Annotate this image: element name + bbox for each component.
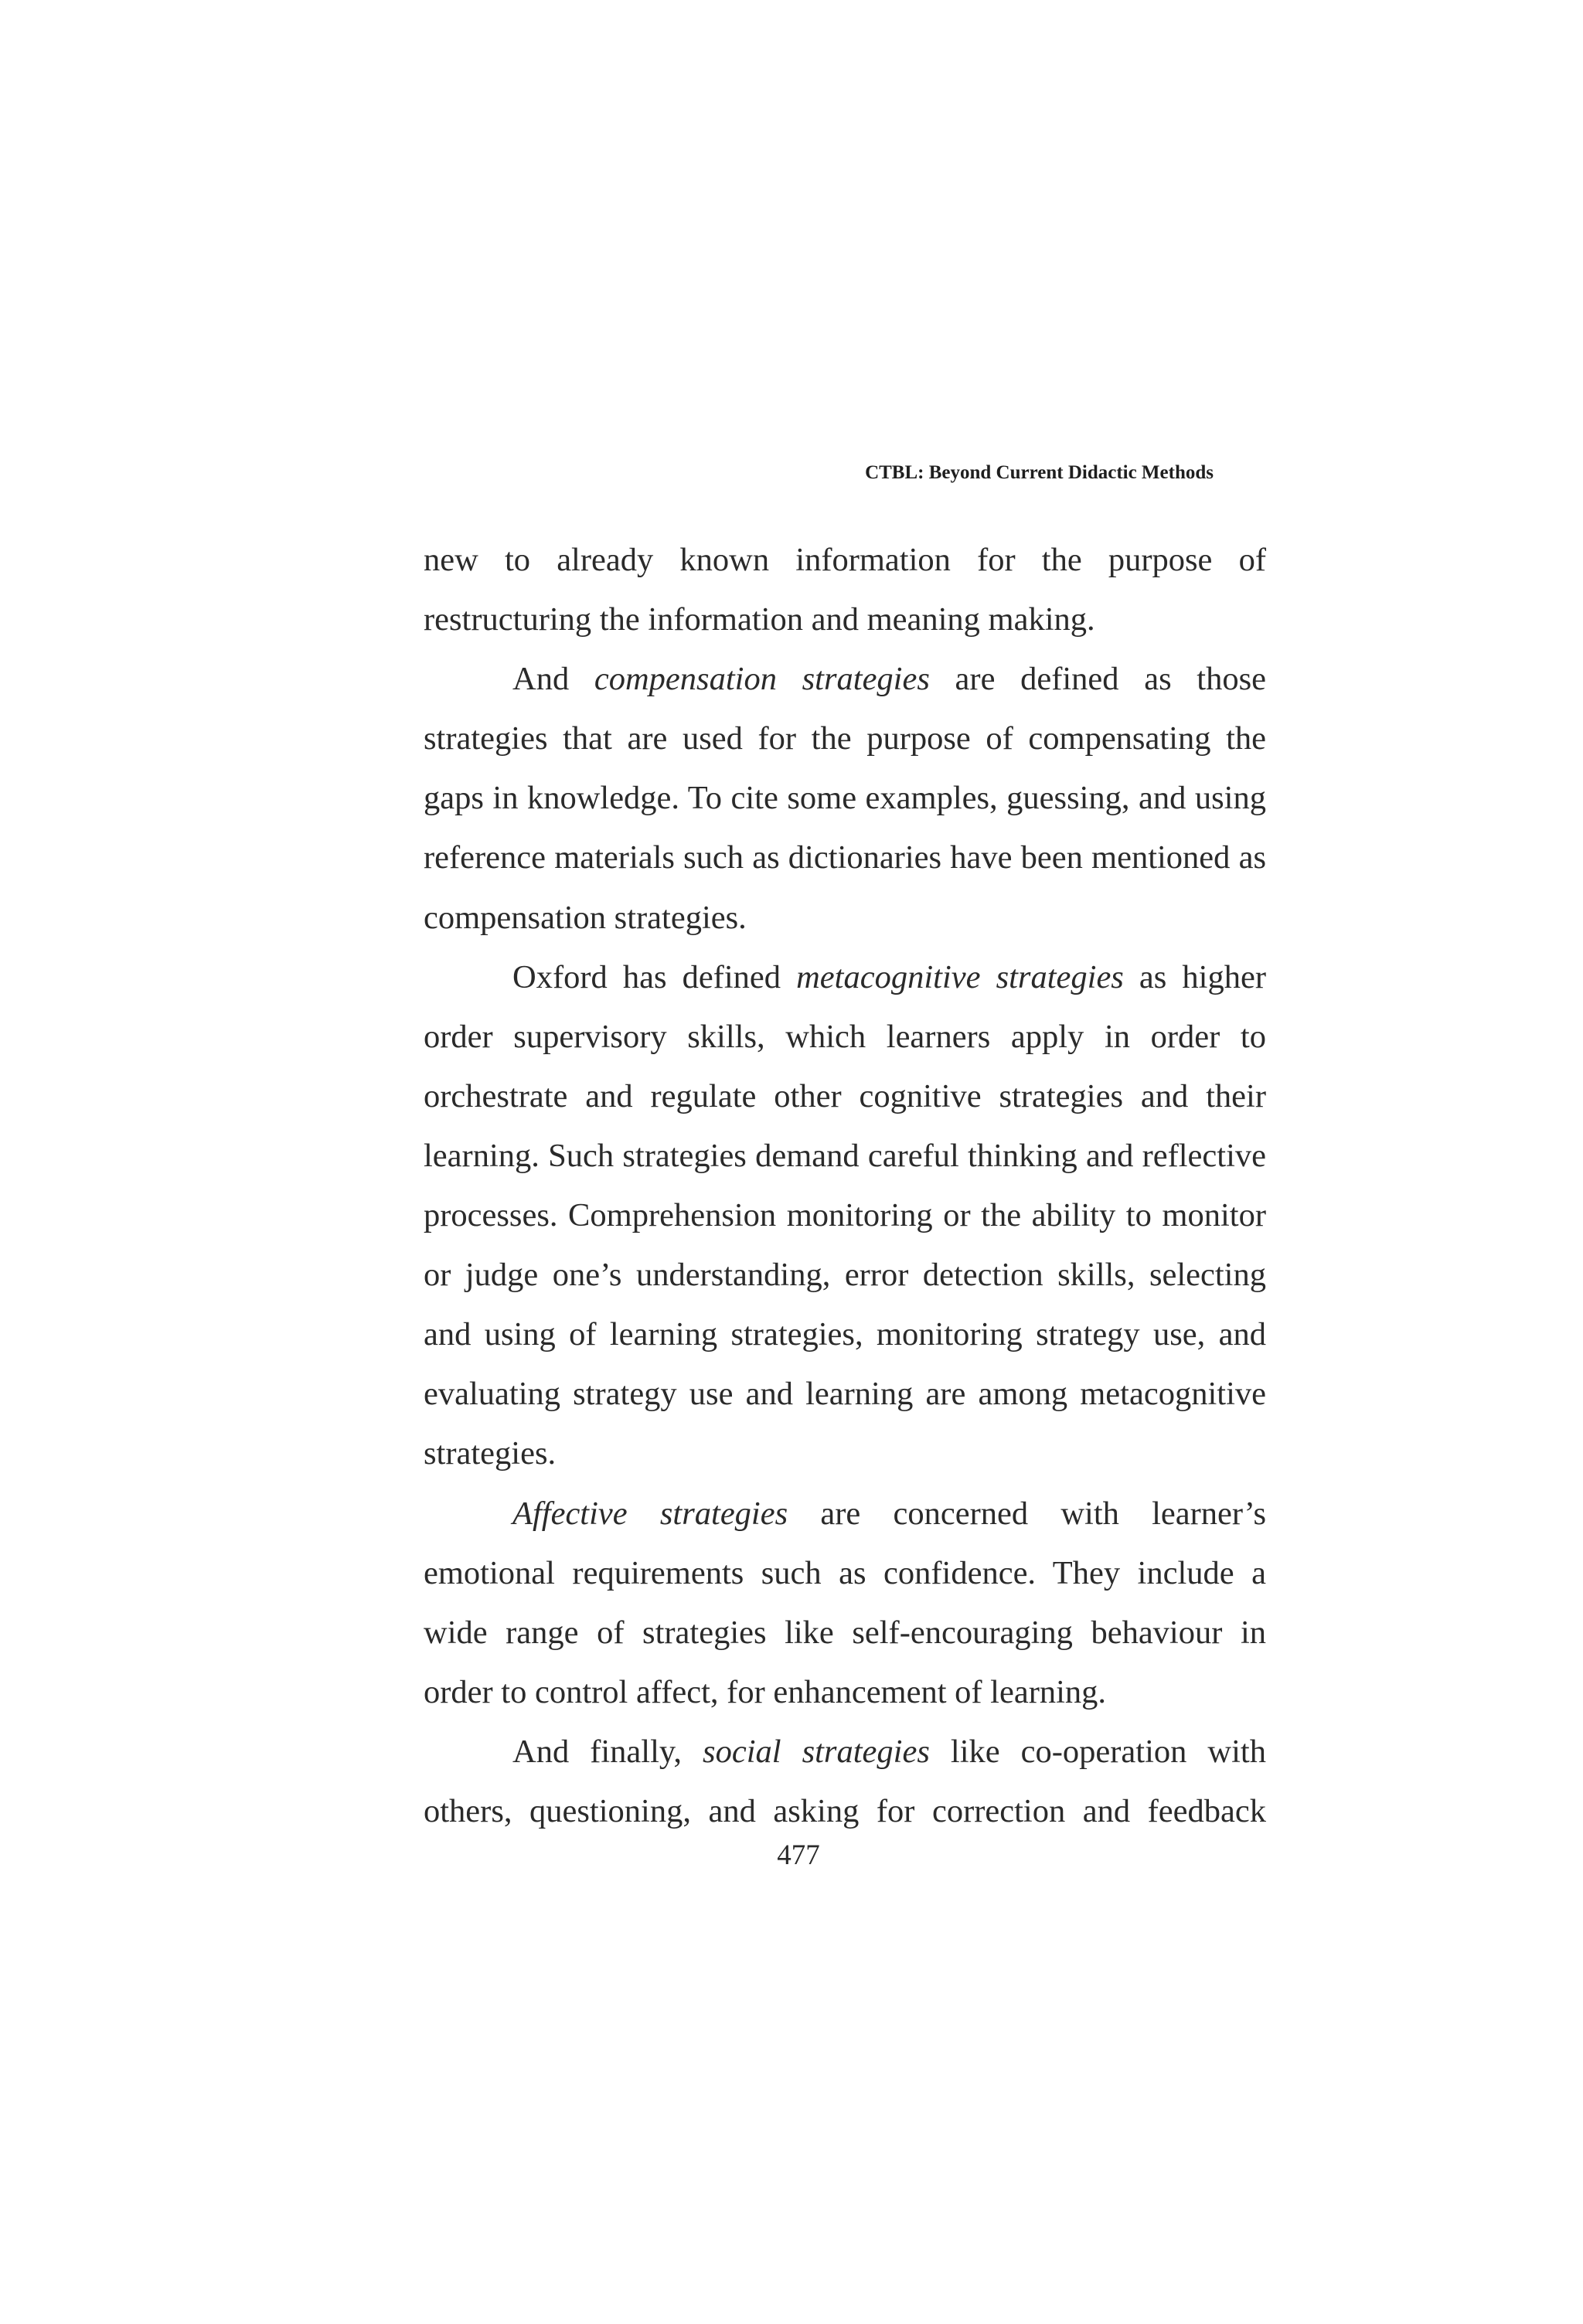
running-header: CTBL: Beyond Current Didactic Methods xyxy=(865,462,1214,483)
italic-term: social strategies xyxy=(703,1733,930,1770)
paragraph-rest: as higher order supervisory skills, which learners apply in order to orchestrate and regulate other cognitive strategies and their learning. Such strategies demand careful thinking and reflective processes. Comprehension monitoring or the ability to monitor or judge one’s understanding, error detection skills, selecting and using of learning strategies, monitoring strategy use, and evaluating strategy use and learning are among metacognitive strategies. xyxy=(424,958,1266,1472)
paragraph-social-strategies xyxy=(424,1722,1266,1841)
paragraph-rest: are defined as those strategies that are used for the purpose of compensating the gaps in knowledge. To cite some examples, guessing, and using reference materials such as dictionaries have been mentioned as compensation strategies. xyxy=(424,661,1266,936)
paragraph-continuation xyxy=(424,530,1266,649)
paragraph-lead: Oxford has defined xyxy=(512,958,797,995)
paragraph-affective-strategies xyxy=(424,1484,1266,1722)
paragraph-rest: like co-operation with others, questioning, and asking for correction and feedback xyxy=(424,1733,1266,1829)
italic-term: Affective strategies xyxy=(512,1495,788,1532)
paragraph-lead: And xyxy=(512,661,594,698)
body-text xyxy=(424,530,1266,1841)
paragraph-text: new to already known information for the purpose of restructuring the information and meaning making. xyxy=(424,542,1266,638)
italic-term: compensation strategies xyxy=(594,661,930,698)
paragraph-lead: And finally, xyxy=(512,1733,703,1770)
paragraph-metacognitive-strategies xyxy=(424,948,1266,1484)
paragraph-rest: are concerned with learner’s emotional requirements such as confidence. They include a wide range of strategies like self-encouraging behaviour in order to control affect, for enhancement of learning. xyxy=(424,1495,1266,1710)
paragraph-compensation-strategies xyxy=(424,649,1266,947)
page-number: 477 xyxy=(777,1839,820,1871)
italic-term: metacognitive strategies xyxy=(796,958,1124,995)
